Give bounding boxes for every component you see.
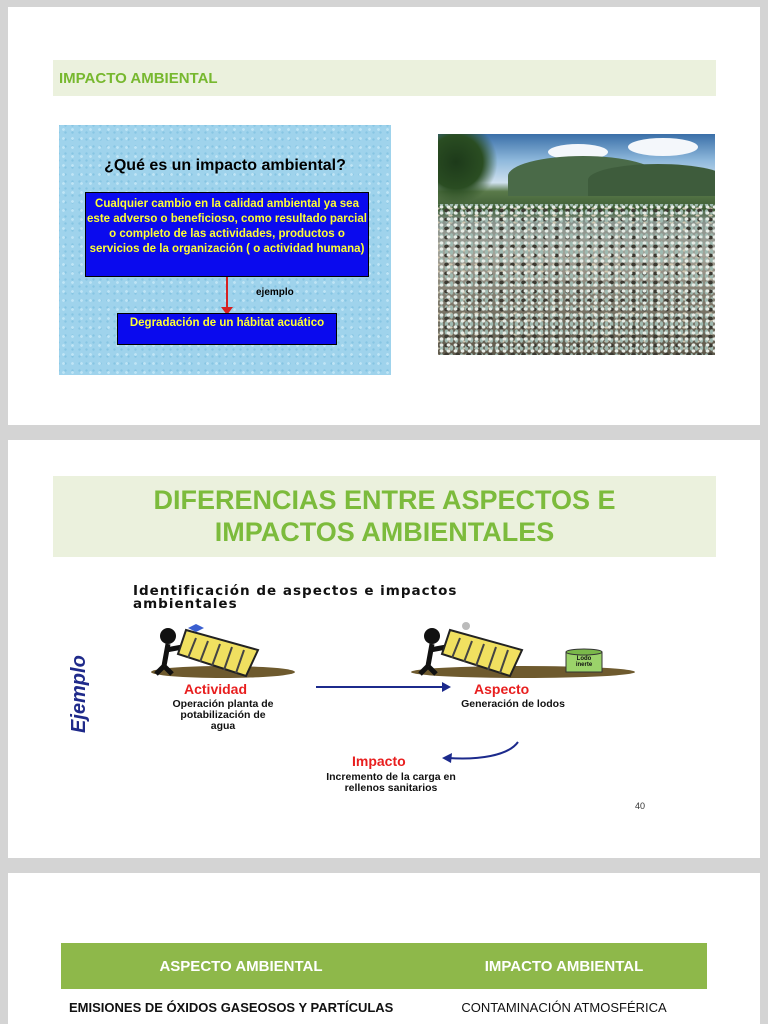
trees-shape	[438, 134, 498, 204]
actividad-desc-line: potabilización de	[180, 709, 266, 721]
polluted-lake-photo	[438, 134, 715, 355]
example-label: ejemplo	[256, 287, 294, 298]
cloud-shape	[628, 138, 698, 156]
impacto-desc-line: rellenos sanitarios	[344, 782, 438, 794]
curved-arrow-icon	[438, 738, 524, 764]
slide-header	[53, 60, 716, 96]
table-header-row	[61, 943, 707, 989]
slide-title	[53, 484, 716, 548]
ejemplo-side-label: Ejemplo	[68, 655, 90, 733]
slide-header	[53, 476, 716, 557]
actividad-desc-line: agua	[210, 720, 236, 732]
worker-panel-icon	[148, 620, 298, 682]
flow-arrow-line	[316, 686, 444, 688]
plastic-debris-texture	[438, 204, 715, 355]
diagram-subtitle	[133, 585, 603, 611]
impacto-label: Impacto	[352, 753, 406, 769]
example-box: Degradación de un hábitat acuático	[117, 313, 337, 345]
actividad-desc-line: Operación planta de	[172, 698, 274, 710]
worker-sludge-icon	[408, 620, 638, 682]
table-cell: CONTAMINACIÓN ATMOSFÉRICA	[421, 989, 707, 1024]
impacto-description	[276, 772, 506, 794]
slide-title: IMPACTO AMBIENTAL	[59, 70, 218, 87]
down-arrow-line	[226, 277, 228, 311]
column-header-aspecto: ASPECTO AMBIENTAL	[61, 943, 421, 989]
sludge-bin-label	[568, 656, 600, 668]
aspect-impact-table	[61, 943, 707, 1024]
title-line-2: IMPACTOS AMBIENTALES	[214, 517, 555, 547]
subtitle-line-1: Identificación de aspectos e impactos	[133, 583, 458, 599]
aspecto-description: Generación de lodos	[461, 698, 565, 710]
aspecto-label: Aspecto	[474, 681, 530, 697]
right-arrow-icon	[442, 682, 451, 692]
subtitle-line-2: ambientales	[133, 596, 238, 612]
actividad-description	[148, 699, 298, 732]
table-row	[61, 989, 707, 1024]
actividad-label: Actividad	[184, 681, 248, 697]
definition-box: Cualquier cambio en la calidad ambiental ya sea este adverso o beneficioso, como resultado parcial o completo de las actividades, productos o servicios de la organización ( o actividad humana)	[85, 192, 369, 277]
impacto-desc-line: Incremento de la carga en	[326, 771, 456, 783]
hill-shape	[588, 164, 715, 196]
slide-tabla	[8, 873, 760, 1024]
question-heading: ¿Qué es un impacto ambiental?	[104, 157, 346, 174]
slide-diferencias	[8, 440, 760, 858]
title-line-1: DIFERENCIAS ENTRE ASPECTOS E	[153, 485, 616, 515]
bin-label-line: inerte	[575, 662, 593, 668]
page-number: 40	[635, 801, 646, 811]
slide-impacto-ambiental	[8, 7, 760, 425]
table-cell: EMISIONES DE ÓXIDOS GASEOSOS Y PARTÍCULAS	[61, 989, 421, 1024]
column-header-impacto: IMPACTO AMBIENTAL	[421, 943, 707, 989]
bin-label-line: Lodo	[576, 656, 592, 662]
definition-graphic	[59, 125, 391, 375]
